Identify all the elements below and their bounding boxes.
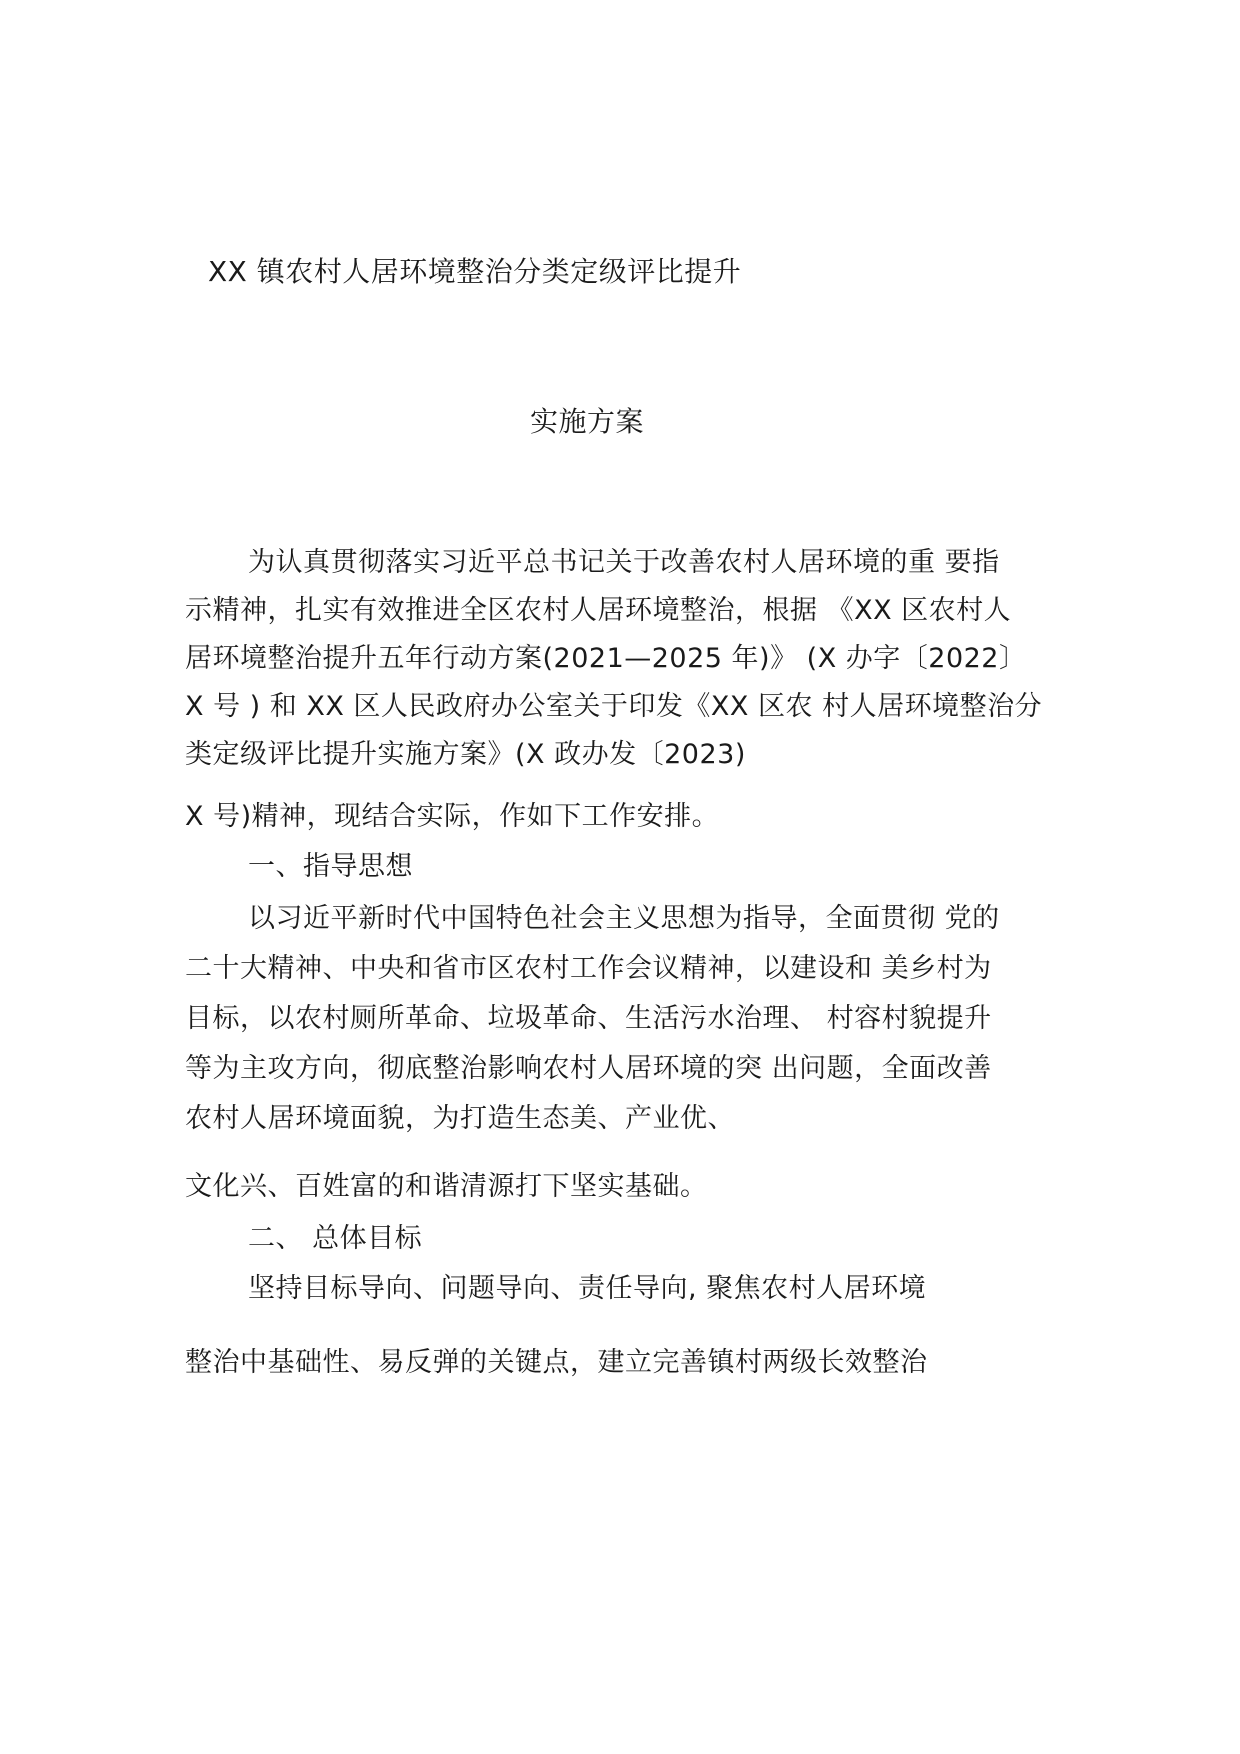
section-2-line-2: 整治中基础性、易反弹的关键点，建立完善镇村两级长效整治 xyxy=(185,1347,928,1378)
intro-line-3: 居环境整治提升五年行动方案(2021—2025 年)》 (X 办字〔2022〕 xyxy=(185,643,1027,674)
intro-line-1: 为认真贯彻落实习近平总书记关于改善农村人居环境的重 要指 xyxy=(248,547,1000,578)
intro-line-5: 类定级评比提升实施方案》(X 政办发〔2023) xyxy=(185,739,746,770)
intro-line-6: X 号)精神，现结合实际，作如下工作安排。 xyxy=(185,801,720,832)
document-title: XX 镇农村人居环境整治分类定级评比提升 xyxy=(208,255,742,288)
intro-line-2: 示精神，扎实有效推进全区农村人居环境整治，根据 《XX 区农村人 xyxy=(185,595,1012,626)
intro-line-4: X 号 ) 和 XX 区人民政府办公室关于印发《XX 区农 村人居环境整治分 xyxy=(185,691,1043,722)
section-1-line-3: 目标，以农村厕所革命、垃圾革命、生活污水治理、 村容村貌提升 xyxy=(185,1003,992,1034)
section-1-line-2: 二十大精神、中央和省市区农村工作会议精神，以建设和 美乡村为 xyxy=(185,953,992,984)
document-subtitle: 实施方案 xyxy=(530,405,645,438)
section-2-heading: 二、 总体目标 xyxy=(248,1223,423,1254)
section-1-line-5: 农村人居环境面貌，为打造生态美、产业优、 xyxy=(185,1103,735,1134)
section-2-line-1: 坚持目标导向、问题导向、责任导向, 聚焦农村人居环境 xyxy=(248,1273,927,1304)
section-1-line-6: 文化兴、百姓富的和谐清源打下坚实基础。 xyxy=(185,1171,708,1202)
section-1-line-4: 等为主攻方向，彻底整治影响农村人居环境的突 出问题，全面改善 xyxy=(185,1053,992,1084)
section-1-line-1: 以习近平新时代中国特色社会主义思想为指导，全面贯彻 党的 xyxy=(248,903,1000,934)
section-1-heading: 一、指导思想 xyxy=(248,851,413,882)
